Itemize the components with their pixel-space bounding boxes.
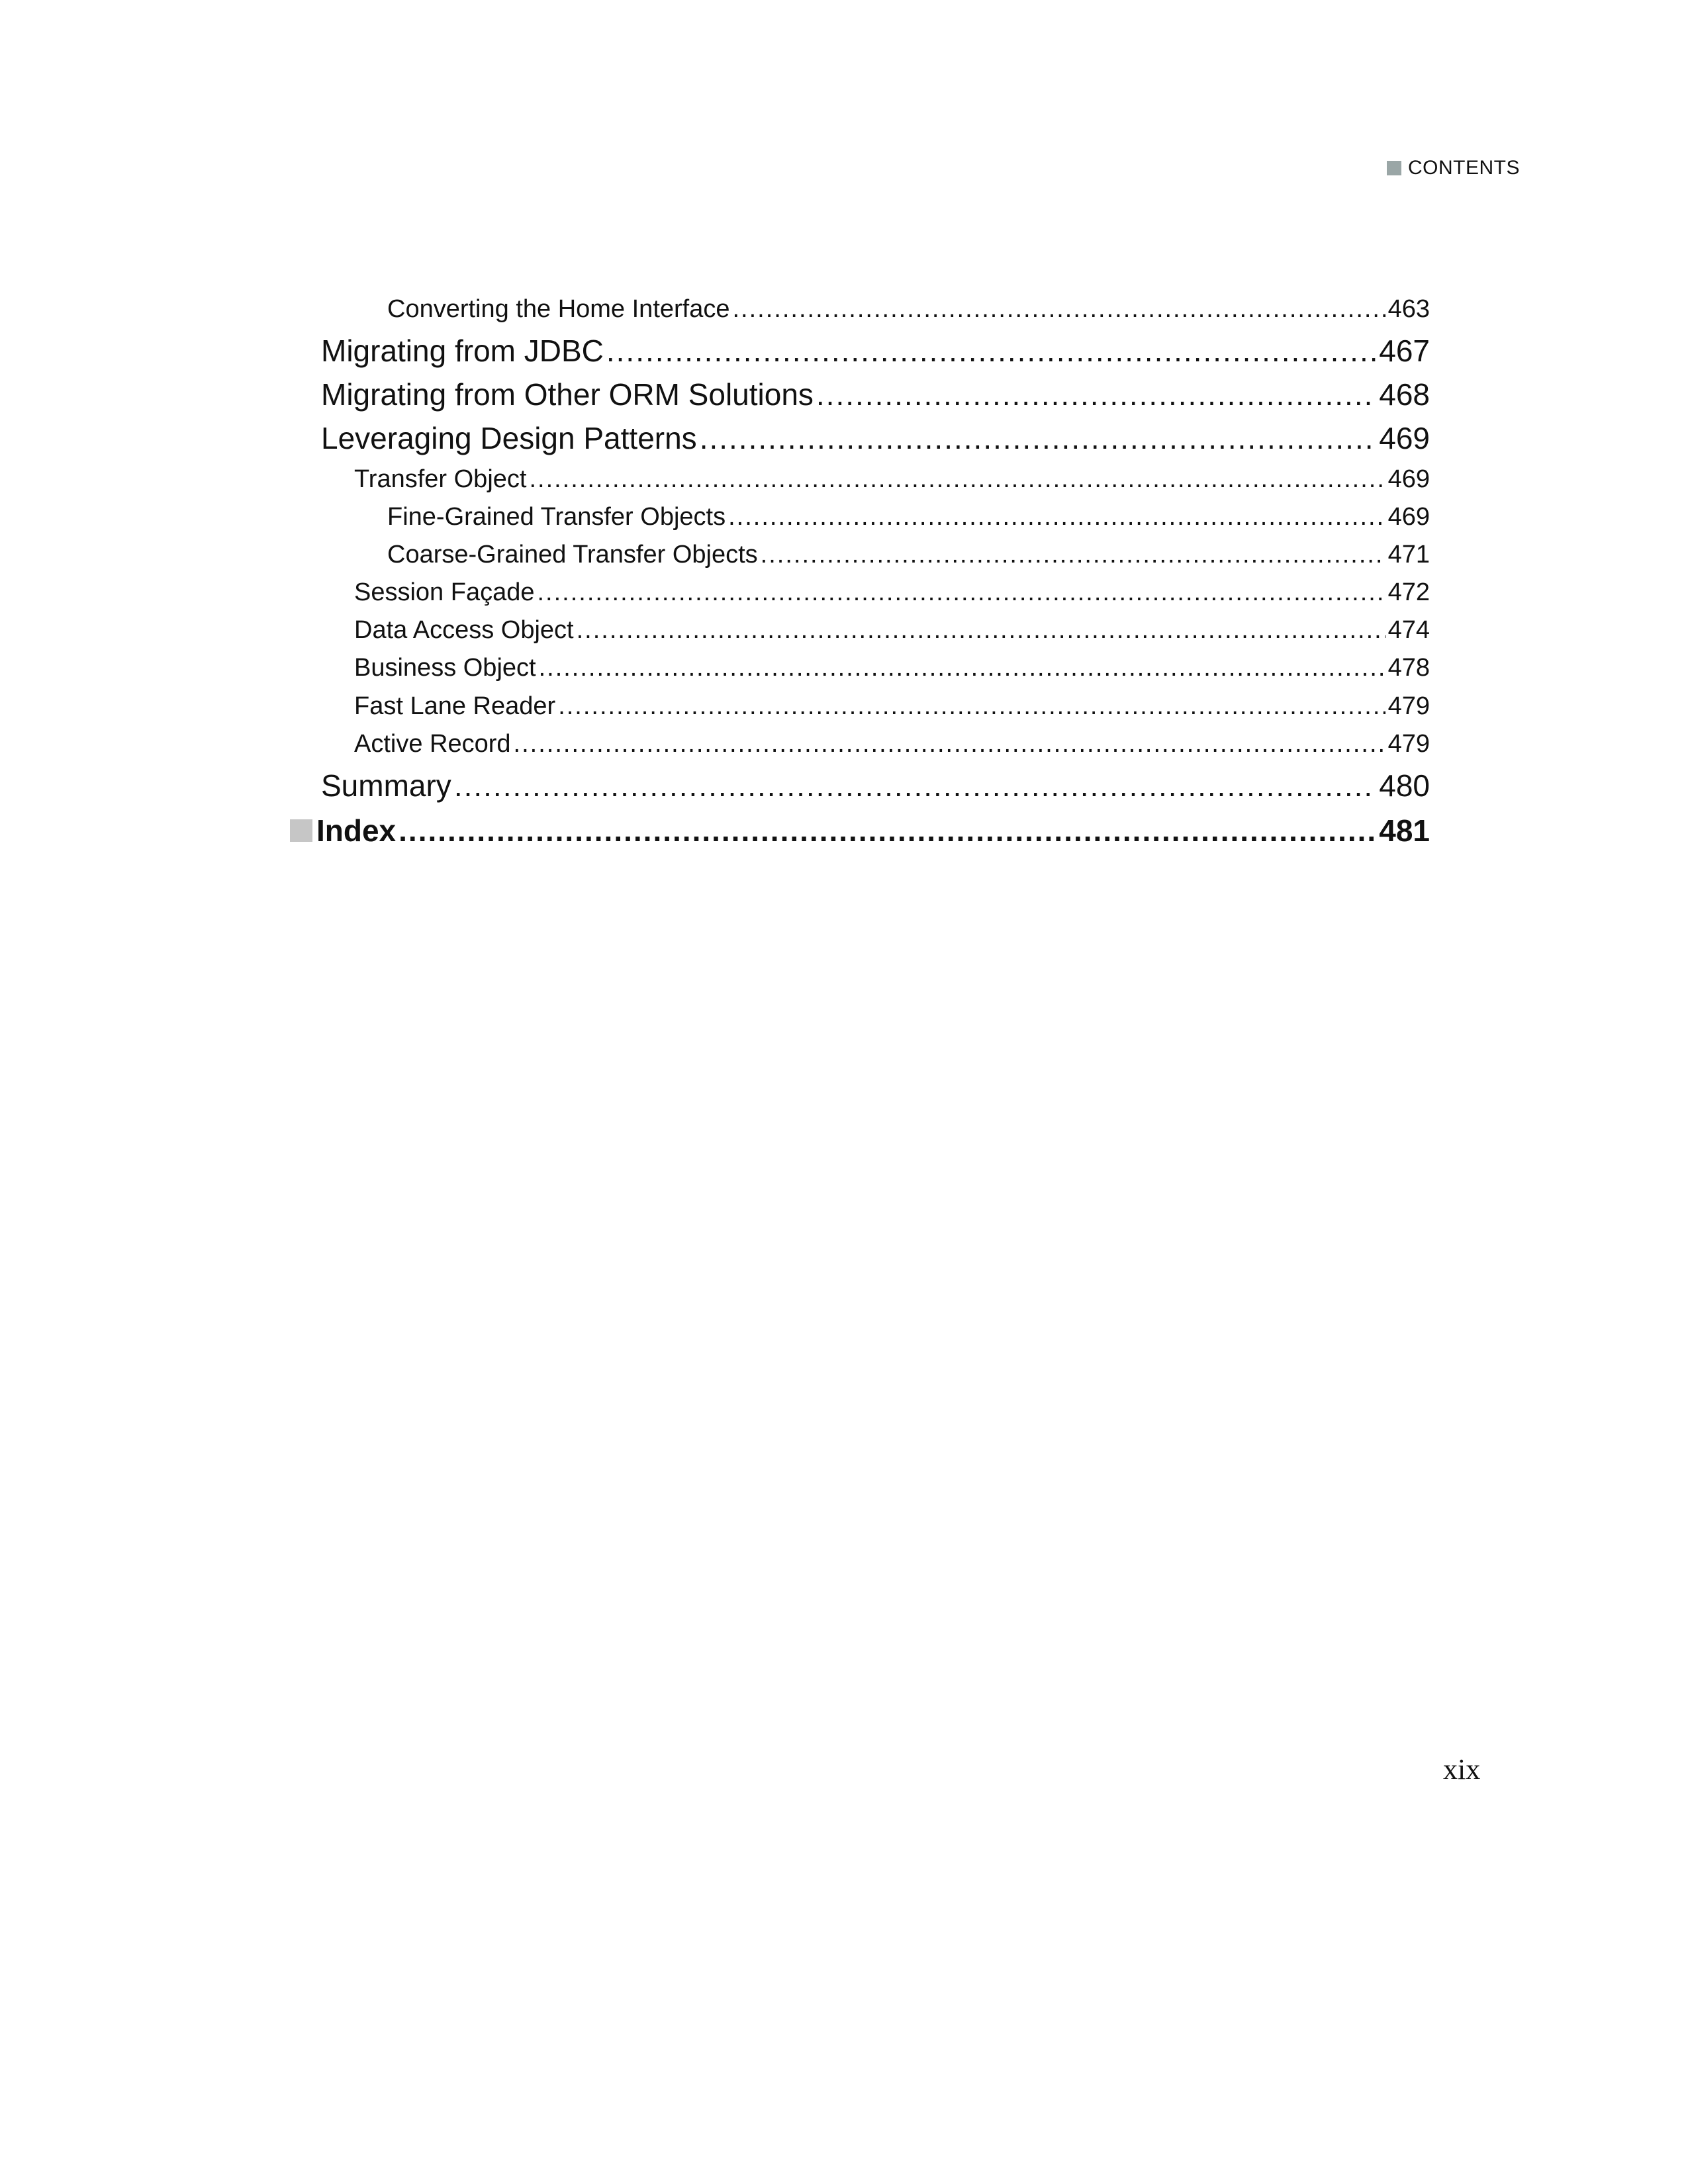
toc-entry-label: Session Façade	[354, 578, 535, 606]
toc-entry-business-object[interactable]	[354, 650, 1430, 686]
toc-entry-data-access-object[interactable]	[354, 612, 1430, 648]
dot-leader	[538, 574, 1385, 610]
toc-entry-label: Index	[316, 813, 397, 848]
toc-entry-page: 469	[1379, 421, 1430, 455]
toc-entry-active-record[interactable]	[354, 726, 1430, 762]
toc-entry-label: Active Record	[354, 730, 511, 758]
dot-leader	[606, 331, 1376, 371]
toc-entry-label: Business Object	[354, 654, 536, 682]
dot-leader	[529, 461, 1385, 497]
toc-entry-label: Summary	[321, 768, 451, 803]
toc-entry-page: 467	[1379, 334, 1430, 368]
toc-entry-label: Migrating from JDBC	[321, 334, 604, 368]
dot-leader	[454, 766, 1376, 805]
toc-entry-migrating-from-jdbc[interactable]	[321, 331, 1430, 371]
toc-entry-session-facade[interactable]	[354, 574, 1430, 610]
dot-leader	[558, 688, 1385, 724]
toc-entry-label: Fast Lane Reader	[354, 692, 556, 720]
toc-entry-page: 472	[1387, 578, 1430, 606]
toc-entry-converting-home-interface[interactable]	[387, 291, 1430, 327]
toc-entry-summary[interactable]	[321, 766, 1430, 805]
toc-entry-page: 478	[1387, 654, 1430, 682]
dot-leader	[514, 726, 1385, 762]
toc-entry-coarse-grained-transfer-objects[interactable]	[387, 537, 1430, 572]
toc-entry-page: 479	[1387, 692, 1430, 720]
toc-entry-page: 481	[1379, 813, 1430, 848]
dot-leader	[728, 499, 1385, 535]
dot-leader	[733, 291, 1385, 327]
toc-entry-label: Converting the Home Interface	[387, 295, 730, 323]
toc-entry-label: Transfer Object	[354, 465, 527, 493]
toc-entry-index[interactable]	[316, 810, 1430, 851]
toc-entry-page: 471	[1387, 541, 1430, 569]
toc-entry-label: Migrating from Other ORM Solutions	[321, 377, 814, 412]
toc-entry-page: 480	[1379, 768, 1430, 803]
toc-entry-label: Data Access Object	[354, 616, 574, 644]
toc-entry-migrating-from-other-orm[interactable]	[321, 375, 1430, 414]
dot-leader	[700, 418, 1377, 458]
toc-entry-page: 469	[1387, 503, 1430, 531]
dot-leader	[399, 810, 1376, 851]
toc-entry-fine-grained-transfer-objects[interactable]	[387, 499, 1430, 535]
toc-entry-label: Fine-Grained Transfer Objects	[387, 503, 726, 531]
chapter-marker-square-icon	[290, 819, 312, 842]
toc-entry-page: 463	[1387, 295, 1430, 323]
toc-entry-page: 474	[1387, 616, 1430, 644]
running-header-label: CONTENTS	[1408, 157, 1520, 179]
toc-entry-label: Coarse-Grained Transfer Objects	[387, 541, 758, 569]
toc-entry-transfer-object[interactable]	[354, 461, 1430, 497]
toc-entry-page: 469	[1387, 465, 1430, 493]
toc-entry-page: 468	[1379, 377, 1430, 412]
dot-leader	[816, 375, 1376, 414]
dot-leader	[539, 650, 1385, 686]
dot-leader	[761, 537, 1385, 572]
toc-entry-fast-lane-reader[interactable]	[354, 688, 1430, 724]
dot-leader	[577, 612, 1385, 648]
toc-entry-leveraging-design-patterns[interactable]	[321, 418, 1430, 458]
page-folio: xix	[1443, 1753, 1481, 1786]
toc-entry-page: 479	[1387, 730, 1430, 758]
toc-entry-label: Leveraging Design Patterns	[321, 421, 697, 455]
